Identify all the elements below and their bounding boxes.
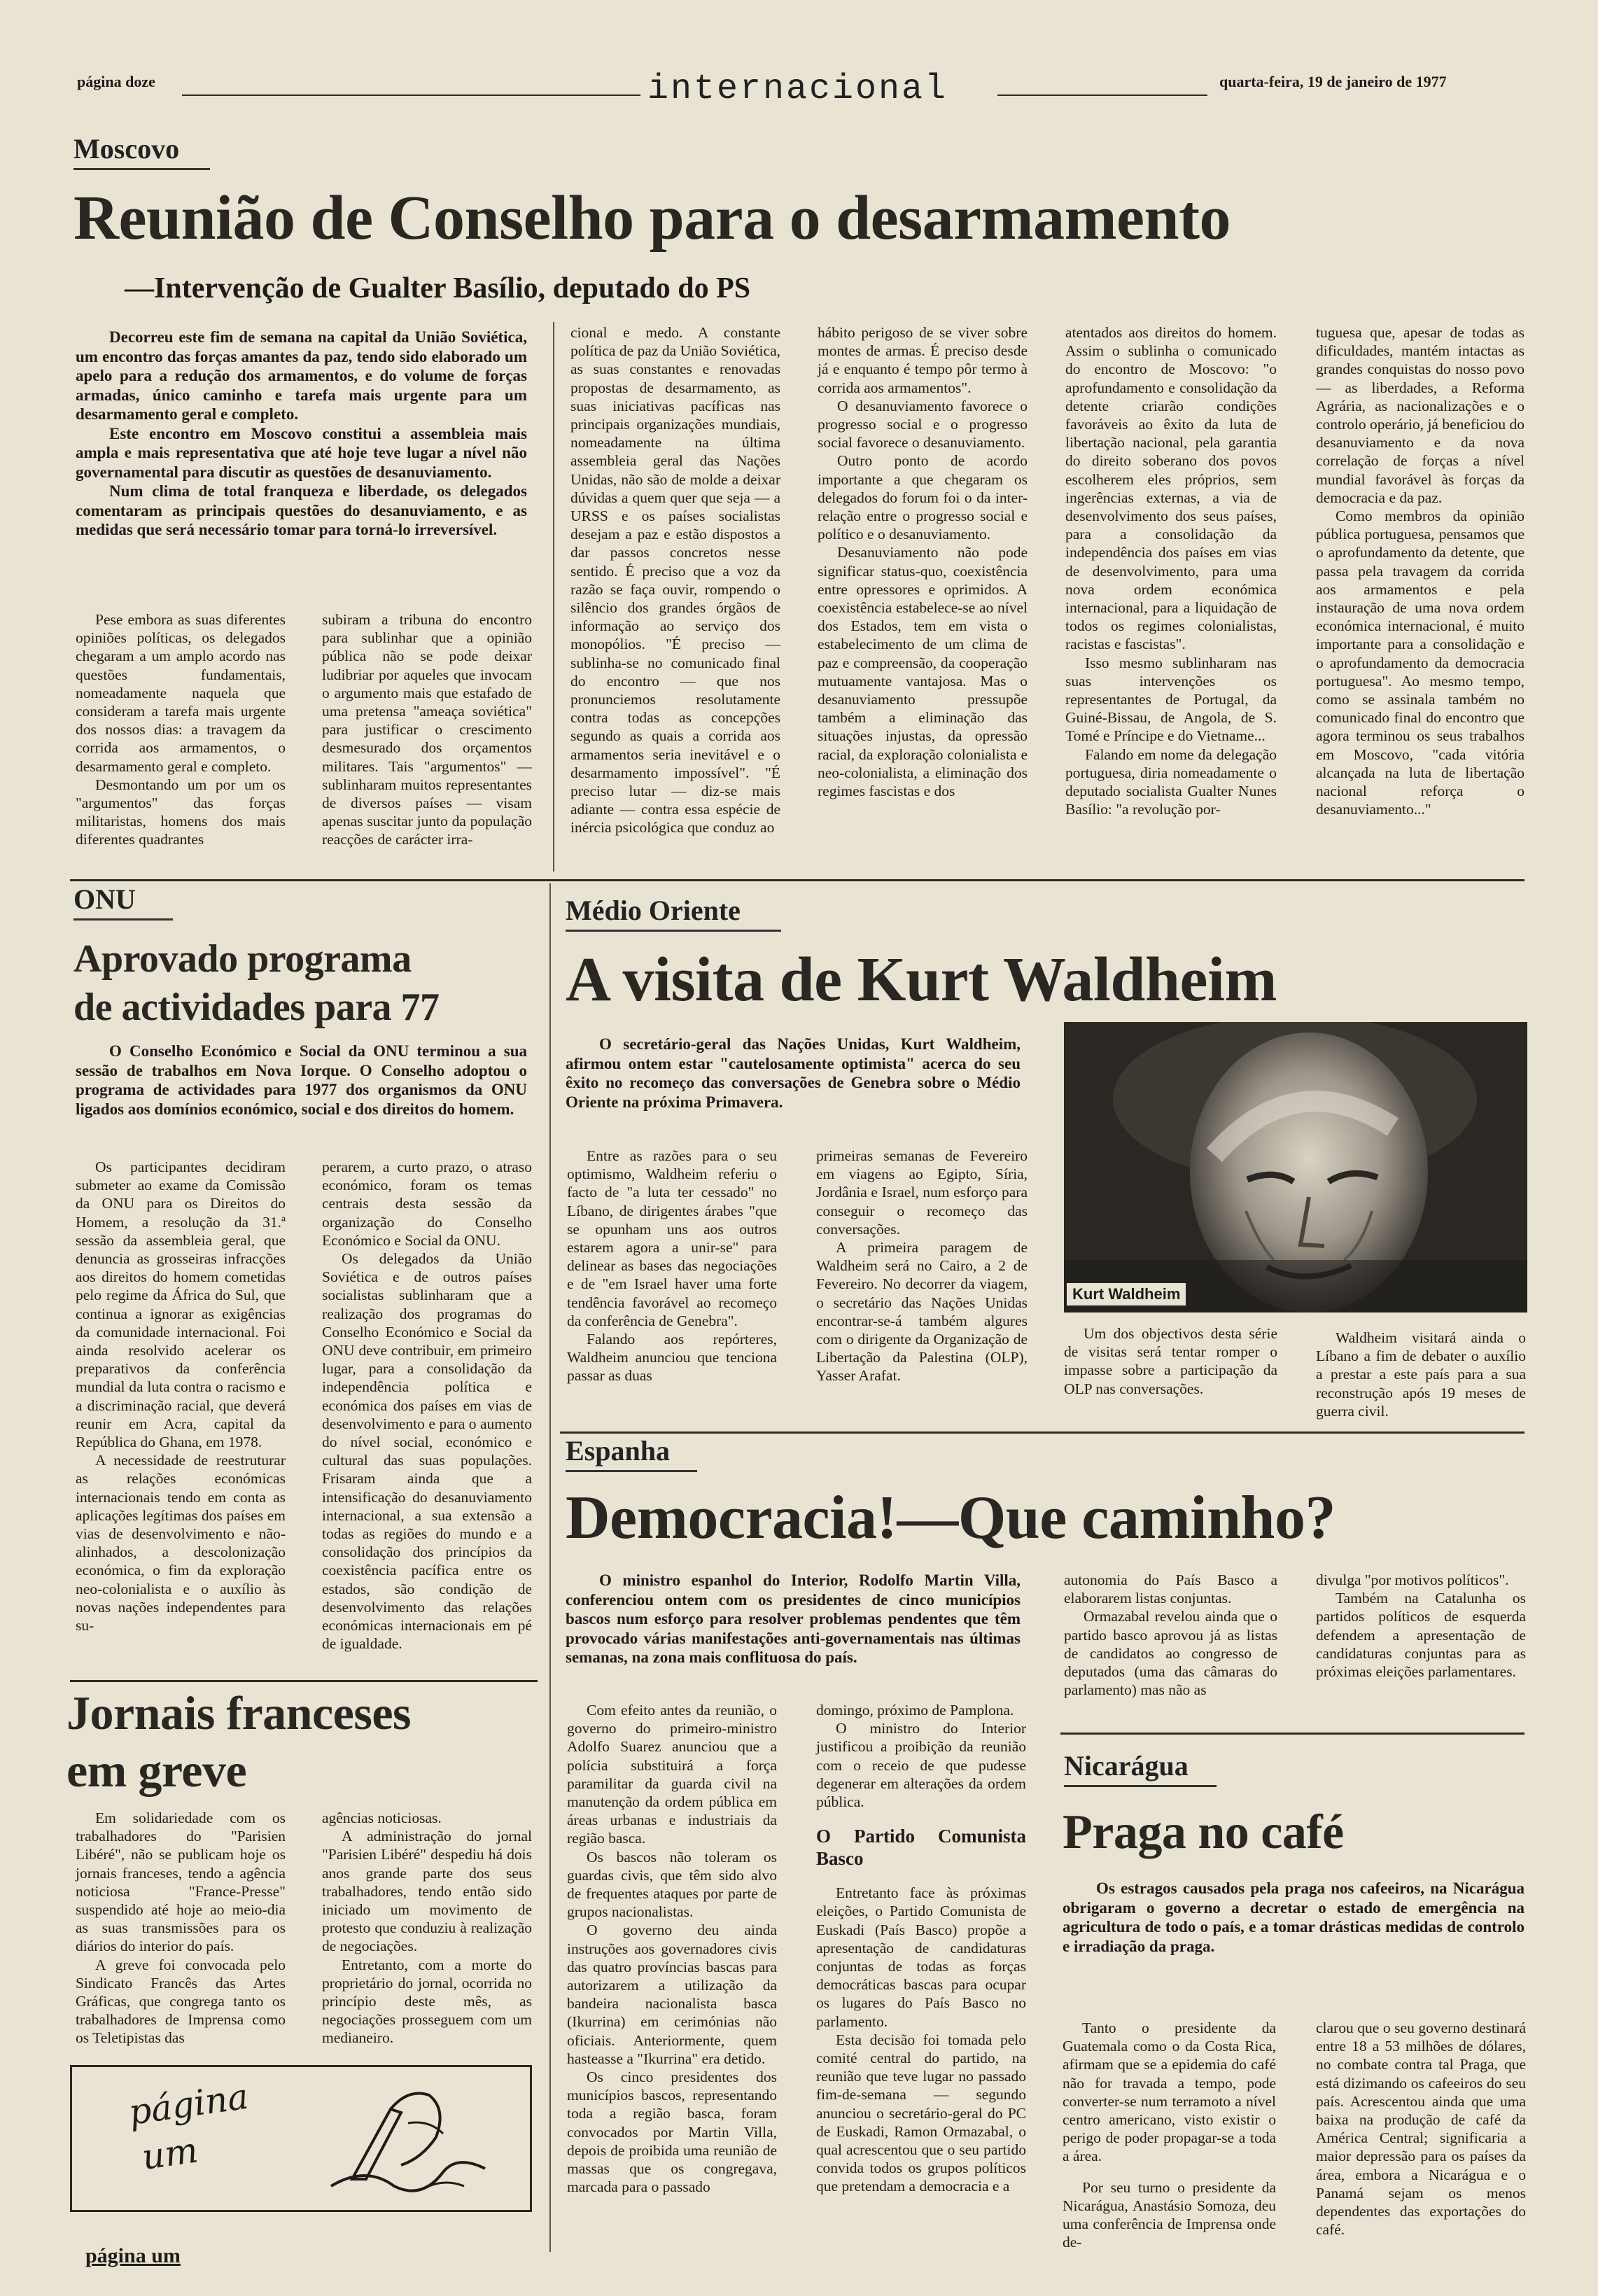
paragraph: Esta decisão foi tomada pelo comité central do partido, na reunião que teve lugar no passado fim-de-semana — segundo anunciou o secretário-geral do PC de Euskadi, Ramon Ormazabal, o qual acrescentou que o seu partido convida todos os grupos políticos que pretendam a democracia e a [816,2031,1026,2195]
lead-para: O ministro espanhol do Interior, Rodolfo Martin Villa, conferenciou ontem com os presidentes de cinco municípios bascos num esforço para resolver problemas pendentes que têm provocado várias manifestações anti-governamentais nas últimas semanas, na zona mais conflituosa do país. [566,1572,1021,1666]
column-rule [549,883,551,2252]
section-title: internacional [647,69,948,109]
nicaragua-col-2 [1316,2019,1526,2239]
portrait-image [1064,1022,1527,1312]
paragraph: Entre as razões para o seu optimismo, Waldheim referiu o facto de "a luta ter cessado" no Líbano, de dirigentes árabes "que se opunham uns aos outros estarem agora a unir-se" para delinear as bases das negociações e de "em Israel haver uma forte tendência favorável ao recomeço da conferência de Genebra". [567,1147,777,1329]
jornais-col-2 [322,1809,532,2047]
headline-onu-1: Aprovado programa [73,937,412,981]
onu-col-1 [76,1158,286,1634]
moscovo-col-4 [818,323,1028,800]
espanha-col-4 [1316,1571,1526,1681]
lead-onu [76,1042,527,1119]
kicker-rule-onu [73,918,173,920]
paragraph: Tanto o presidente da Guatemala como o da Costa Rica, afirmam que se a epidemia do café não for travada a tempo, pode converter-se num terramoto a nível centro americano, visto existir o perigo de poder propagar-se a toda a área. [1063,2019,1276,2165]
paragraph: hábito perigoso de se viver sobre montes de armas. É preciso desde já e enquanto é tempo pôr termo à corrida aos armamentos". [818,324,1028,396]
jornais-col-1 [76,1809,286,2047]
promo-line-1: página [126,2076,251,2133]
paragraph: Pese embora as suas diferentes opiniões políticas, os delegados chegaram a um amplo acordo nas questões fundamentais, nomeadamente naquela que consideram a tarefa mais urgente dos nossos dias: a travagem da corrida aos armamentos, o desarmamento geral e completo. [76,611,286,775]
headline-nicaragua: Praga no café [1063,1805,1344,1859]
kicker-moscovo: Moscovo [73,133,180,164]
lead-para: O Conselho Económico e Social da ONU terminou a sua sessão de trabalhos em Nova Iorque. O Conselho adoptou o programa de actividades para 1977 dos organismos da ONU ligados aos domínios económico, social e dos direitos do homem. [76,1042,527,1118]
espanha-col-2 [816,1701,1026,2196]
waldheim-photo [1064,1022,1527,1312]
promo-handwritten-text [126,2073,258,2182]
waldheim-col-2 [816,1147,1028,1385]
paragraph: Desmontando um por um os "argumentos" das forças militaristas, homens dos mais diferentes quadrantes [76,776,286,848]
lead-nicaragua [1063,1879,1525,1956]
paragraph: Entretanto, com a morte do proprietário do jornal, ocorrida no princípio deste mês, as negociações prosseguem com um medianeiro. [322,1956,532,2047]
paragraph: A administração do jornal "Parisien Libéré" despediu há dois anos grande parte dos seus trabalhadores, tendo então sido iniciado um movimento de protesto que conduziu à realização de negociações. [322,1828,532,1955]
paragraph: autonomia do País Basco a elaborarem listas conjuntas. [1064,1572,1277,1607]
paragraph: perarem, a curto prazo, o atraso económico, foram os temas centrais desta sessão da organização do Conselho Económico e Social da ONU. [322,1158,532,1249]
paragraph: A necessidade de reestruturar as relações económicas internacionais tendo em conta as aplicações legítimas dos países em vias de desenvolvimento e não-alinhados, a descolonização económica, o fim da exploração neo-colonialista e o auxílio às novas nações independentes para su- [76,1452,286,1634]
kicker-espanha: Espanha [566,1435,670,1466]
moscovo-col-6 [1316,323,1525,818]
lead-waldheim [566,1035,1021,1112]
espanha-col-3 [1064,1571,1277,1699]
paragraph: Os participantes decidiram submeter ao exame da Comissão da ONU para os Direitos do Homem, a resolução da 31.ª sessão da assembleia geral, que denuncia as grosseiras infracções aos direitos do homem cometidas pelo regime da África do Sul, que continua a ignorar as exigências da comunidade internacional. Foi ainda resolvido acelerar os preparativos da conferência mundial da luta contra o racismo e a discriminação racial, que deverá reunir em Acra, capital da República do Ghana, em 1978. [76,1158,286,1451]
paragraph: Os cinco presidentes dos municípios bascos, representando toda a região basca, foram convocados por Martin Villa, depois de proibida uma reunião de massas que os congregava, marcada para o passado [567,2068,777,2196]
paragraph: Falando aos repórteres, Waldheim anunciou que tenciona passar as duas [567,1331,777,1385]
headline-jornais-2: em greve [66,1744,247,1797]
kicker-rule-nicaragua [1064,1785,1217,1787]
headline-waldheim: A visita de Kurt Waldheim [566,945,1277,1014]
headline-moscovo: Reunião de Conselho para o desarmamento [73,183,1231,253]
promo-box[interactable] [70,2065,532,2212]
paragraph: Com efeito antes da reunião, o governo do primeiro-ministro Adolfo Suarez anunciou que a polícia substituirá a força paramilitar da guarda civil na manutenção da ordem pública em áreas urbanas e industriais da região basca. [567,1702,777,1847]
paragraph: cional e medo. A constante política de paz da União Soviética, as suas constantes e renovadas propostas de desarmamento, as suas iniciativas pacíficas nas principais organizações mundiais, nomeadamente na última assembleia geral das Nações Unidas, não são de molde a deixar dúvidas a quem quer que seja — a URSS e os países socialistas desejam a paz e estão dispostos a dar passos concretos nesse sentido. É preciso que a voz da razão se faça ouvir, rompendo o silêncio dos grandes órgãos de informação ao serviço dos monopólios. "É preciso — sublinha-se no comunicado final do encontro — que nos pronunciemos resolutamente contra todas as concepções segundo as quais a corrida aos armamentos seria inevitável e o desarmamento impossível". "É preciso lutar — diz-se mais adiante — contra essa espécie de inércia psicológica que conduz ao [570,324,780,836]
photo-caption: Kurt Waldheim [1067,1283,1186,1306]
section-divider [560,1432,1525,1434]
paragraph: Um dos objectivos desta série de visitas será tentar romper o impasse sobre a participação da OLP nas conversações. [1064,1325,1277,1397]
lead-moscovo [76,328,527,540]
paragraph: Os delegados da União Soviética e de outros países socialistas sublinharam que a realização dos programas do Conselho Económico e Social da ONU deve contribuir, em primeiro lugar, para a consolidação da independência política e económica dos países em vias de desenvolvimento e para o aumento do nível social, económico e cultural das suas populações. Frisaram ainda que a intensificação do desanuviamento internacional, a sua extensão a todas as regiões do mundo e a consolidação dos princípios da coexistência pacífica entre os estados, são condição de desenvolvimento das relações económicas internacionais em pé de igualdade. [322,1250,532,1653]
kicker-nicaragua: Nicarágua [1064,1750,1189,1782]
paragraph: Os bascos não toleram os guardas civis, que têm sido alvo de frequentes ataques por parte de grupos nacionalistas. [567,1848,777,1921]
paragraph: subiram a tribuna do encontro para sublinhar que a opinião pública não se pode deixar ludibriar por aqueles que invocam o argumento mais que estafado de uma pretensa "ameaça soviética" para justificar o crescimento desmesurado dos orçamentos militares. Tais "argumentos" — sublinharam muitos representantes de diversos países — visam apenas suscitar junto da população reacções de carácter irra- [322,611,532,848]
lead-para: Os estragos causados pela praga nos cafeeiros, na Nicarágua obrigaram o governo a decretar o estado de emergência na agricultura de todo o país, e a tomar drásticas medidas de controlo e irradiação da praga. [1063,1879,1525,1955]
paragraph: Como membros da opinião pública portuguesa, pensamos que o aprofundamento da detente, que passa pela travagem da corrida aos armamentos e pela instauração de uma nova ordem económica internacional, é muito importante para a consolidação e o aprofundamento da democracia portuguesa". Ao mesmo tempo, como se assinala também no comunicado final do encontro que agora terminou os seus trabalhos em Moscovo, "cada vitória alcançada na luta de libertação nacional reforça o desanuviamento..." [1316,507,1525,818]
header-rule-left [182,94,640,96]
onu-col-2 [322,1158,532,1653]
paragraph: atentados aos direitos do homem. Assim o sublinha o comunicado do encontro de Moscovo: "o aprofundamento e consolidação da detente criarão condições favoráveis ao êxito da luta de libertação nacional, pela garantia do direito soberano dos povos escolherem eles próprios, sem ingerências externas, a via de desenvolvimento dos seus países, para a consolidação da independência dos países em vias de desenvolvimento, para uma nova ordem económica internacional, para a liquidação de todos os regimes colonialistas, racistas e fascistas". [1065,324,1277,653]
paragraph: clarou que o seu governo destinará entre 18 a 53 milhões de dólares, no combate contra tal Praga, que está dizimando os cafeeiros do seu país. Acrescentou ainda que uma baixa na produção de café da América Central; significaria a maior depressão para os países da área, embora a Nicarágua e o Panamá sejam os menos dependentes das exportações do café. [1316,2019,1526,2239]
paragraph: Por seu turno o presidente da Nicarágua, Anastásio Somoza, deu uma conferência de Imprensa onde de- [1063,2178,1276,2251]
moscovo-col-1 [76,610,286,849]
paragraph: domingo, próximo de Pamplona. [816,1702,1014,1718]
paragraph: Ormazabal revelou ainda que o partido basco aprovou já as listas de candidatos ao congresso de deputados (uma das câmaras do parlamento) mas não as [1064,1608,1277,1699]
lead-para: O secretário-geral das Nações Unidas, Kurt Waldheim, afirmou ontem estar "cautelosamente optimista" acerca do seu êxito no recomeço das conversações de Genebra sobre o Médio Oriente na próxima Primavera. [566,1035,1021,1111]
section-divider [70,879,1525,881]
paragraph: O desanuviamento favorece o progresso social e o progresso social favorece o desanuviamento. [818,397,1028,451]
column-rule [553,322,554,872]
paragraph: Em solidariedade com os trabalhadores do "Parisien Libéré", não se publicam hoje os jornais franceses, tendo a agência noticiosa "France-Presse" suspendido até hoje ao meio-dia as suas transmissões para os diários do interior do país. [76,1809,286,1955]
paragraph: A greve foi convocada pelo Sindicato Francês das Artes Gráficas, que congrega tanto os trabalhadores de Imprensa como os Teletipistas das [76,1956,286,2047]
promo-line-2: um [139,2129,201,2178]
paragraph: Isso mesmo sublinharam nas suas intervenções os representantes de Portugal, da Guiné-Bissau, de Angola, de S. Tomé e Príncipe e do Vietname... [1065,654,1277,745]
waldheim-col-4 [1316,1329,1526,1420]
page-number: página doze [77,73,155,90]
waldheim-col-1 [567,1147,777,1385]
paragraph: O governo deu ainda instruções aos governadores civis das quatro províncias bascas para autorizarem a utilização da bandeira nacionalista basca (Ikurrina) em cerimónias não oficiais. Anteriormente, quem hasteasse a "Ikurrina" era detido. [567,1921,777,2067]
hand-writing-icon [324,2081,506,2200]
paragraph: A primeira paragem de Waldheim será no Cairo, a 2 de Fevereiro. No decorrer da viagem, o secretário das Nações Unidas encontrar-se-á também algures com o dirigente da Organização de Libertação da Palestina (OLP), Yasser Arafat. [816,1239,1028,1385]
section-divider [70,1680,538,1682]
kicker-rule-medio [566,930,781,932]
paragraph: primeiras semanas de Fevereiro em viagens ao Egipto, Síria, Jordânia e Israel, num esforço para conseguir o recomeço das conversações. [816,1147,1028,1238]
section-divider [1060,1732,1525,1735]
lead-para: Este encontro em Moscovo constitui a assembleia mais ampla e mais representativa que até hoje teve lugar a nível não governamental para discutir as questões de desanuviamento. [76,424,527,481]
headline-espanha: Democracia!—Que caminho? [566,1484,1336,1552]
kicker-medio-oriente: Médio Oriente [566,895,741,926]
lead-espanha [566,1571,1021,1667]
paragraph: O ministro do Interior justificou a proibição da reunião com o receio de que pudesse degenerar em alterações da ordem pública. [816,1720,1026,1811]
kicker-onu: ONU [73,883,136,915]
headline-onu-2: de actividades para 77 [73,986,440,1029]
headline-jornais-1: Jornais franceses [66,1686,411,1740]
paragraph: agências noticiosas. [322,1809,442,1826]
espanha-col-1 [567,1701,777,2196]
moscovo-col-5 [1065,323,1277,818]
waldheim-col-3 [1064,1324,1277,1398]
header-rule-right [997,94,1207,96]
kicker-rule-espanha [566,1470,697,1472]
subhead-pc-basco: O Partido Comunista Basco [816,1826,1026,1870]
moscovo-col-3 [570,323,780,837]
lead-para: Decorreu este fim de semana na capital da União Soviética, um encontro das forças amantes da paz, tendo sido elaborado um apelo para a redução dos armamentos, e do volume de forças armadas, único caminho e tarefa mais urgente para um desarmamento geral e completo. [76,328,527,423]
paragraph: Falando em nome da delegação portuguesa, diria nomeadamente o deputado socialista Gualter Nunes Basílio: "a revolução por- [1065,746,1277,818]
kicker-rule-moscovo [73,168,210,170]
issue-date: quarta-feira, 19 de janeiro de 1977 [1219,73,1447,90]
paragraph: Desanuviamento não pode significar status-quo, coexistência entre opressores e oprimidos. A coexistência estabelece-se ao nível dos Estados, tem em vista o estabelecimento de um clima de paz e compreensão, da cooperação mutuamente vantajosa. Mas o desanuviamento pressupõe também a eliminação das situações injustas, da opressão racial, da exploração colonialista e neo-colonialista, a eliminação dos regimes fascistas e dos [818,544,1028,800]
paragraph: Waldheim visitará ainda o Líbano a fim de debater o auxílio a prestar a este país para a sua reconstrução após 19 meses de guerra civil. [1316,1329,1526,1420]
paragraph: tuguesa que, apesar de todas as dificuldades, mantém intactas as grandes conquistas do nosso povo — as liberdades, a Reforma Agrária, as nacionalizações e o controlo operário, já beneficiou do desanuviamento e da nova correlação de forças a nível mundial favorável às forças da democracia e da paz. [1316,324,1525,506]
subtitle-moscovo: —Intervenção de Gualter Basílio, deputado do PS [125,272,751,304]
paragraph: Entretanto face às próximas eleições, o Partido Comunista de Euskadi (País Basco) propõe a apresentação de candidaturas conjuntas de todas as forças democráticas bascas para ocupar os lugares do País Basco no parlamento. [816,1884,1026,2030]
paragraph: Outro ponto de acordo importante a que chegaram os delegados do forum foi o da inter-relação entre o progresso social e político e o desanuviamento. [818,452,1028,543]
nicaragua-col-1 [1063,2019,1276,2251]
paragraph: Também na Catalunha os partidos políticos de esquerda defendem a apresentação de candidaturas conjuntas para as próximas eleições parlamentares. [1316,1590,1526,1681]
paragraph: divulga "por motivos políticos". [1316,1572,1509,1588]
moscovo-col-2 [322,610,532,849]
lead-para: Num clima de total franqueza e liberdade, os delegados comentaram as principais questões do desanuviamento, e as medidas que será necessário tomar para torná-lo irreversível. [76,482,527,538]
promo-footer-link[interactable]: página um [85,2244,181,2267]
